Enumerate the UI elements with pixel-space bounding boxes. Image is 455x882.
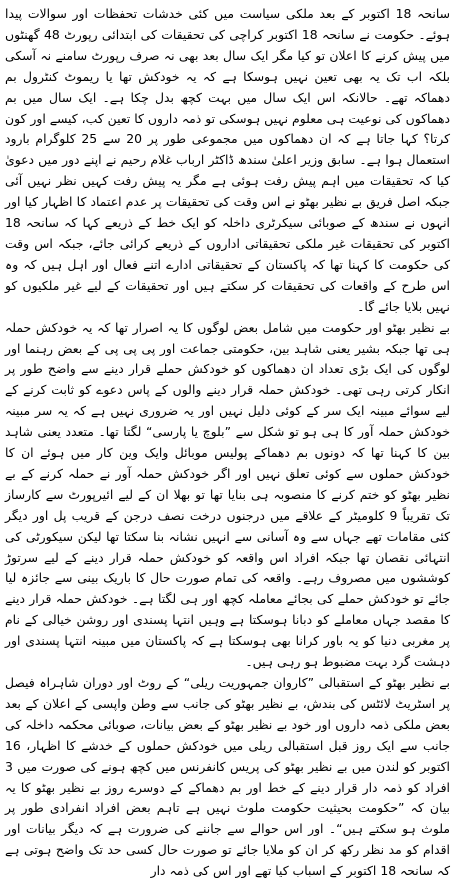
article-paragraph-1: سانحہ 18 اکتوبر کے بعد ملکی سیاست میں کئی خدشات تحفظات اور سوالات پیدا ہوئے۔ حکومت نے سانحہ 18 اکتوبر کراچی کی تحقیقات کی ابتدائی رپورٹ 48 گھنٹوں میں پیش کرنے کا اعلان تو کیا مگر ایک سال بعد بھی نہ صرف رپورٹ سامنے نہ آسکی بلکہ اب تک یہ بھی تعین نہیں ہوسکا ہے کہ یہ خودکش تھا یا ریموٹ کنٹرول بم دھماکہ تھے۔ حالانکہ اس ایک سال میں بہت کچھ بدل چکا ہے۔ ایک سال میں بم دھماکوں کی نوعیت ہی معلوم نہیں ہوسکی تو ذمہ داروں کا تعین کب، کیسے اور کون کرتا؟ کہا جاتا ہے کہ ان دھماکوں میں مجموعی طور پر 20 سے 25 کلوگرام بارود استعمال ہوا ہے۔ سابق وزیر اعلیٰ سندھ ڈاکٹر ارباب غلام رحیم نے اپنے دور میں دعویٰ کیا کہ تحقیقات میں اہم پیش رفت ہوئی ہے مگر یہ پیش رفت کہیں نظر نہیں آئی جبکہ اصل فریق بے نظیر بھٹو نے اس وقت کی تحقیقات پر عدم اعتماد کا اظہار کیا اور انہوں نے سندھ کے صوبائی سیکرٹری داخلہ کو ایک خط کے ذریعے کہا کہ سانحہ 18 اکتوبر کی تحقیقات غیر ملکی تحقیقاتی اداروں کے ذریعے کرائی جائے، جبکہ اس وقت کی حکومت کا کہنا تھا کہ پاکستان کے تحقیقاتی ادارے اتنے فعال اور اہل ہیں کہ وہ اس طرح کے واقعات کی تحقیقات کر سکتے ہیں اور تحقیقات کے لیے غیر ملکیوں کو نہیں بلایا جائے گا۔ <box>5 6 451 314</box>
article-paragraph-2: بے نظیر بھٹو اور حکومت میں شامل بعض لوگوں کا یہ اصرار تھا کہ یہ خودکش حملہ ہی تھا جبکہ بشیر یعنی شاہد بین، حکومتی جماعت اور پی پی پی کے بعض رہنما اور لوگوں کی ایک بڑی تعداد ان دھماکوں کو خودکش حملے قرار دینے سے واضح طور پر انکار کرتی رہی تھی۔ خودکش حملہ قرار دینے والوں کے پاس دعوے کو ثابت کرنے کے لیے سوائے مبینہ ایک سر کے کوئی دلیل نہیں اور یہ ضروری نہیں ہے کہ یہ سر مبینہ خودکش حملہ آور کا ہی ہو تو شکل سے ”بلوچ یا پارسی“ لگتا تھا۔ متعدد یعنی شاہد بین کا کہنا تھا کہ دونوں بم دھماکے پولیس موبائل وایک وین کار میں ہوئے ان کا خودکش حملوں سے کوئی تعلق نہیں اور اگر خودکش حملہ آور نے حملہ کرنے کے بے نظیر بھٹو کو ختم کرنے کا منصوبہ ہی بنایا تھا تو بھلا ان کے لیے ائیرپورٹ سے کارساز تک تقریباً 9 کلومیٹر کے علاقے میں درجنوں درخت نصف درجن کے قریب پل اور دیگر کئی مقامات تھے جہاں سے وہ آسانی سے انہیں نشانہ بنا سکتا تھا لیکن سیکورٹی کی انتہائی نقصان تھا جبکہ افراد اس واقعہ کو خودکش حملہ قرار دینے کے لیے سرتوڑ کوششوں میں مصروف رہے۔ واقعہ کی تمام صورت حال کا باریک بینی سے جائزہ لیا جائے تو خودکش حملے کی بجائے معاملہ کچھ اور ہی لگتا ہے۔ خودکش حملہ قرار دینے کا مقصد جہاں معاملے کو دبانا ہوسکتا ہے وہیں انتہا پسندی اور روشن خیالی کے نام پر مغربی دنیا کو یہ باور کرانا بھی ہوسکتا ہے کہ پاکستان میں مبینہ انتہا پسندی اور دہشت گرد بہت مضبوط ہو رہی ہیں۔ <box>5 319 450 670</box>
article-paragraph-3: بے نظیر بھٹو کے استقبالی ”کاروان جمہوریت ریلی“ کے روٹ اور دوران شاہراہ فیصل پر اسٹریٹ لائٹس کی بندش، بے نظیر بھٹو کی جانب سے وطن واپسی کے اعلان کے بعد بعض ملکی ذمہ داروں اور خود بے نظیر بھٹو کے بعض بیانات، صوبائی محکمہ داخلہ کی جانب سے ایک روز قبل استقبالی ریلی میں خودکش حملوں کے خدشے کا اظہار، 16 اکتوبر کو لندن میں بے نظیر بھٹو کی پریس کانفرنس میں کچھ ہونے کی صورت میں 3 افراد کو ذمہ دار قرار دینے کے خط اور بم دھماکے کے دوسرے روز بے نظیر بھٹو کا یہ بیان کہ ”حکومت بحیثیت حکومت ملوث نہیں ہے تاہم بعض افراد انفرادی طور پر ملوث ہو سکتے ہیں“۔ اور اس حوالے سے جاننے کی ضرورت ہے کہ دیگر بیانات اور اقدام کو مد نظر رکھ کر ان کو ملایا جائے تو صورت حال کسی حد تک واضح ہوتی ہے کہ سانحہ 18 اکتوبر کے اسباب کیا تھے اور اس کی ذمہ دار <box>5 675 450 879</box>
